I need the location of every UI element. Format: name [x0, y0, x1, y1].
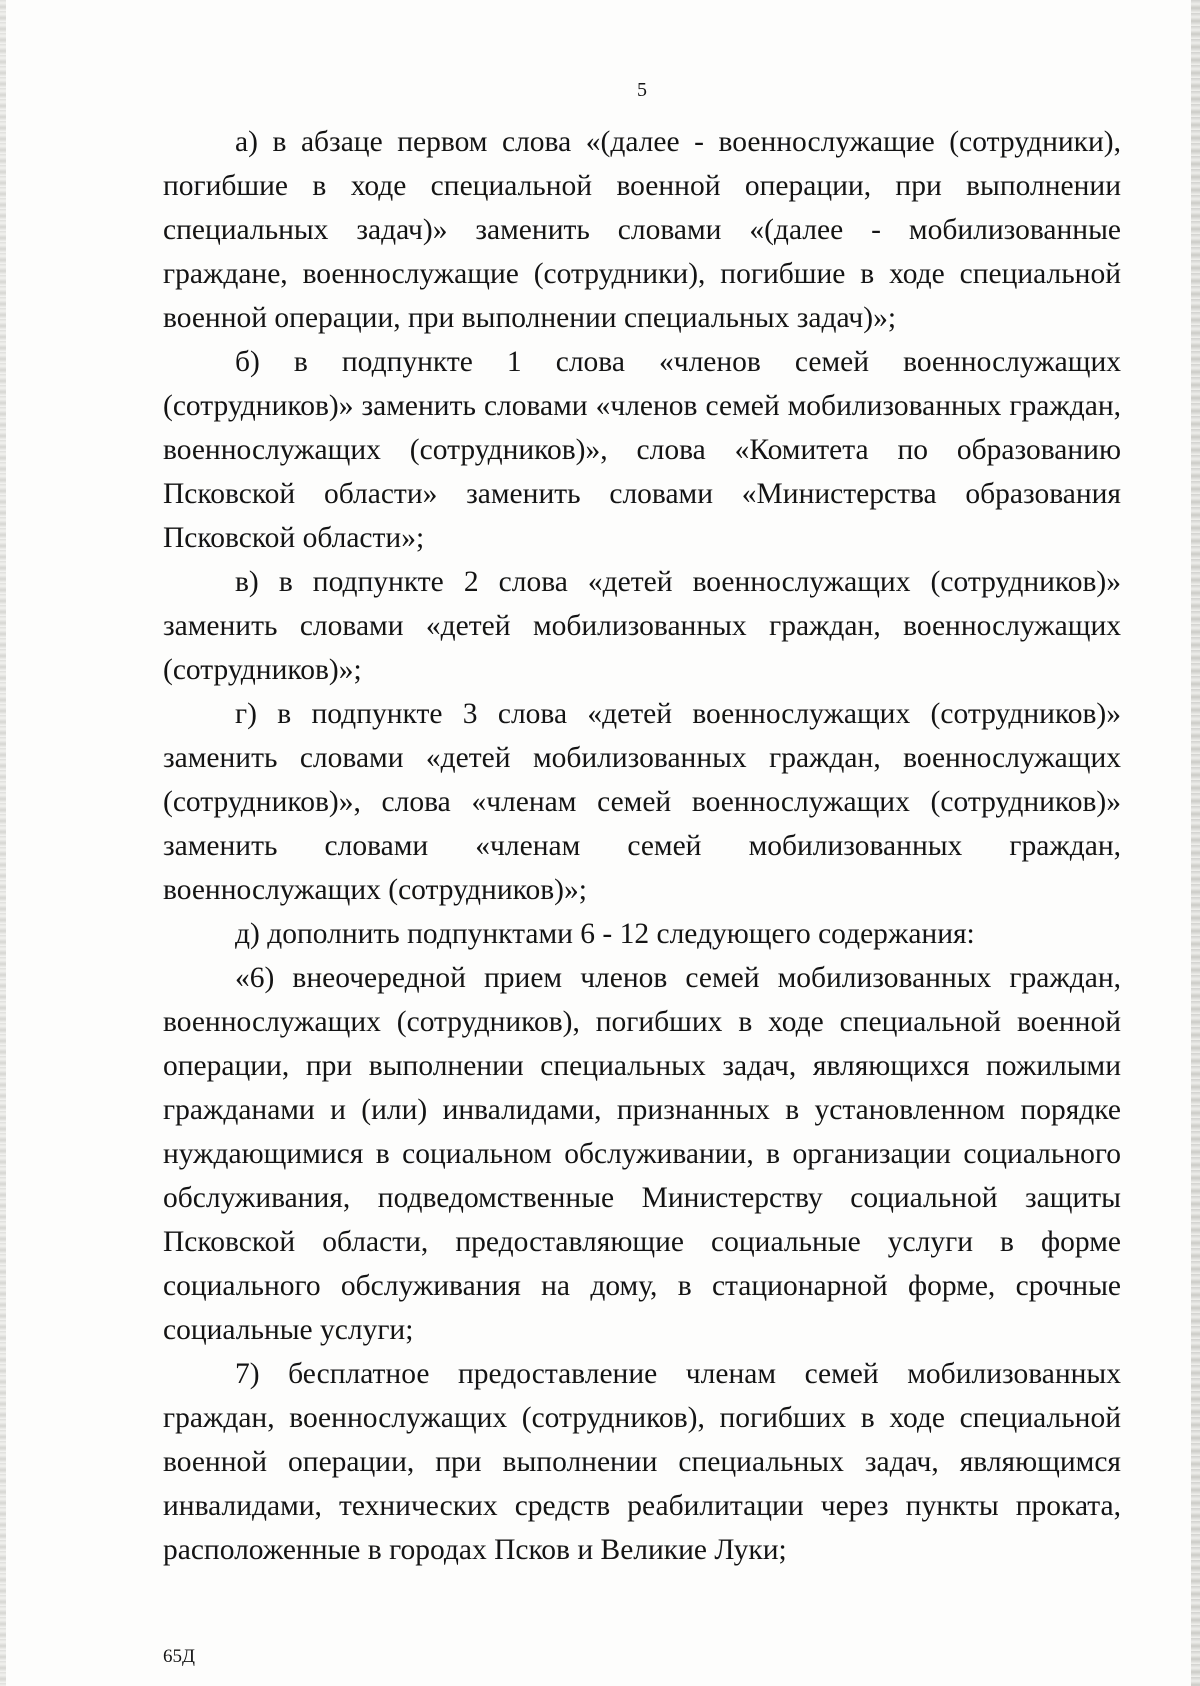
paragraph-g: г) в подпункте 3 слова «детей военнослужащих (сотрудников)» заменить словами «детей мобилизованных граждан, военнослужащих (сотрудников)», слова «членам семей военнослужащих (сотрудников)» заменить словами «членам семей мобилизованных граждан, военнослужащих (сотрудников)»; — [163, 698, 1121, 906]
page-number: 5 — [637, 79, 647, 101]
paragraph-b: б) в подпункте 1 слова «членов семей военнослужащих (сотрудников)» заменить словами «членов семей мобилизованных граждан, военнослужащих (сотрудников)», слова «Комитета по образованию Псковской области» заменить словами «Министерства образования Псковской области»; — [163, 346, 1121, 554]
subparagraph-7: 7) бесплатное предоставление членам семей мобилизованных граждан, военнослужащих (сотрудников), погибших в ходе специальной военной операции, при выполнении специальных задач, являющимся инвалидами, технических средств реабилитации через пункты проката, расположенные в городах Псков и Великие Луки; — [163, 1358, 1121, 1566]
paragraph-a: а) в абзаце первом слова «(далее - военнослужащие (сотрудники), погибшие в ходе специальной военной операции, при выполнении специальных задач)» заменить словами «(далее - мобилизованные граждане, военнослужащие (сотрудники), погибшие в ходе специальной военной операции, при выполнении специальных задач)»; — [163, 126, 1121, 334]
paragraph-v: в) в подпункте 2 слова «детей военнослужащих (сотрудников)» заменить словами «детей мобилизованных граждан, военнослужащих (сотрудников)»; — [163, 566, 1121, 686]
scan-edge-left — [0, 0, 6, 1686]
scan-edge-right — [1191, 0, 1200, 1686]
subparagraph-6: «6) внеочередной прием членов семей мобилизованных граждан, военнослужащих (сотрудников), погибших в ходе специальной военной операции, при выполнении специальных задач, являющихся пожилыми гражданами и (или) инвалидами, признанных в установленном порядке нуждающимися в социальном обслуживании, в организации социального обслуживания, подведомственные Министерству социальной защиты Псковской области, предоставляющие социальные услуги в форме социального обслуживания на дому, в стационарной форме, срочные социальные услуги; — [163, 962, 1121, 1346]
document-body — [163, 120, 1121, 1572]
paragraph-d: д) дополнить подпунктами 6 - 12 следующего содержания: — [235, 918, 975, 950]
footer-code: 65Д — [163, 1646, 195, 1667]
